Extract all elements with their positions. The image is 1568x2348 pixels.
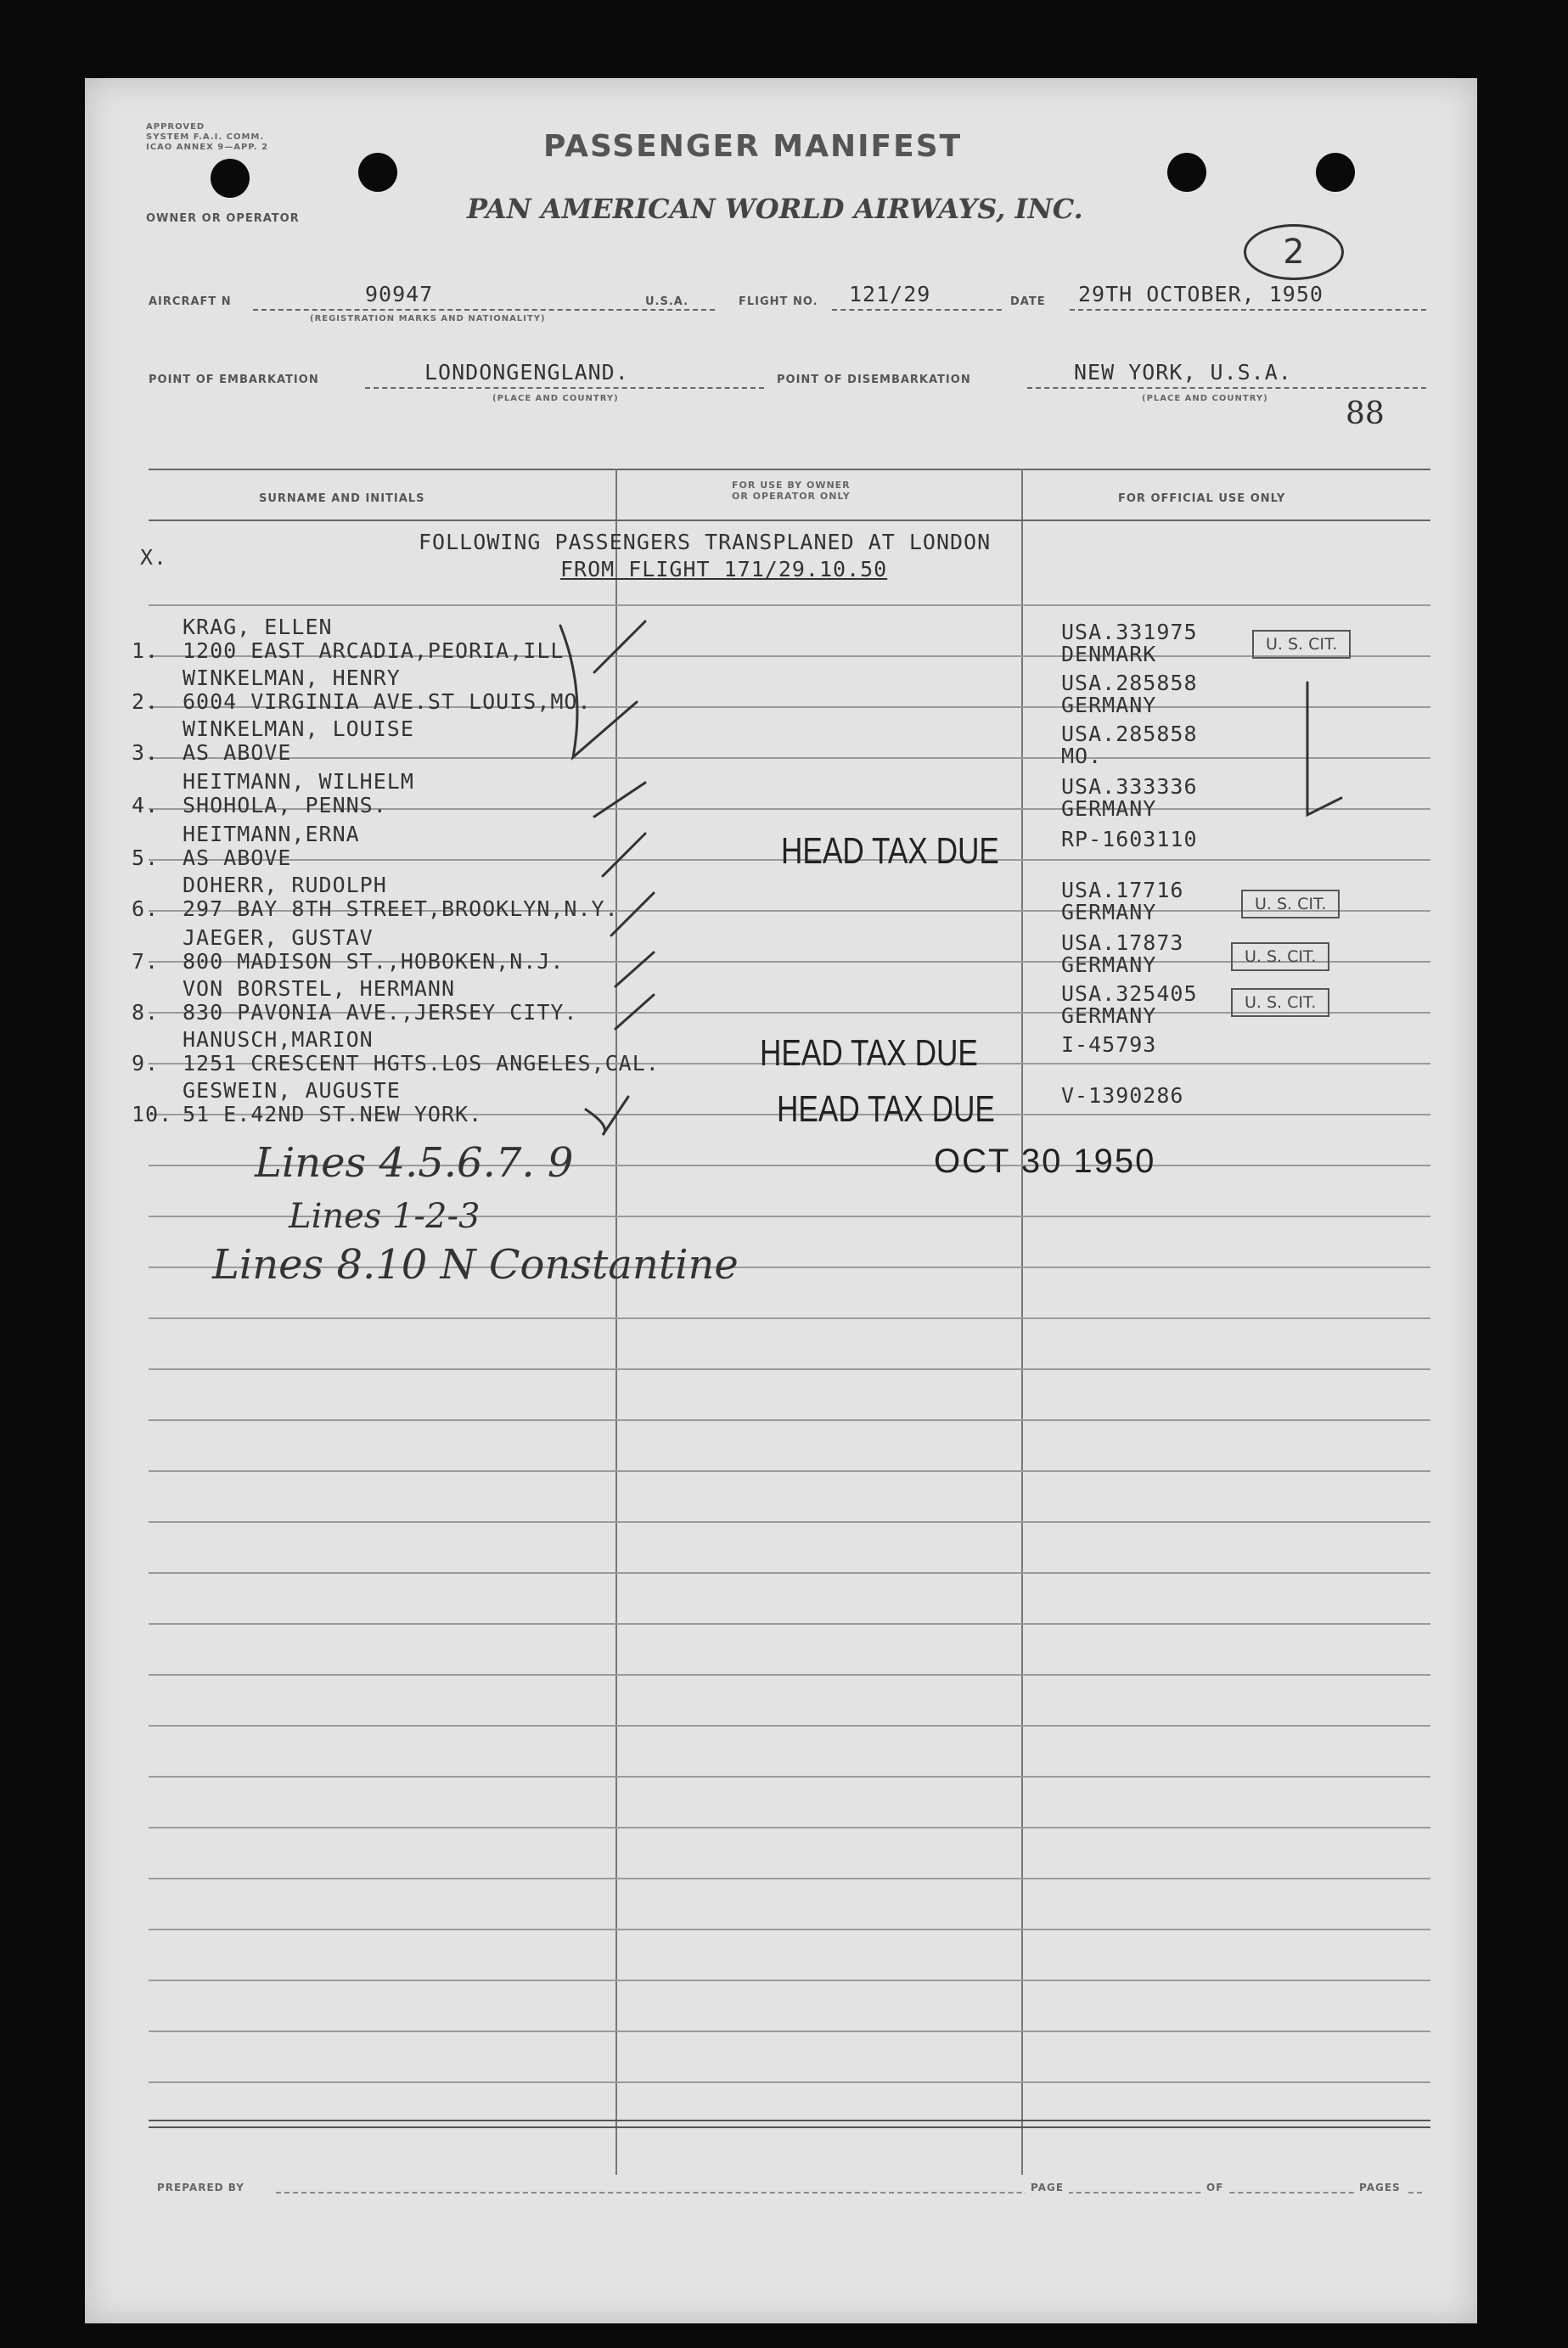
passenger-number: 7. (132, 949, 160, 974)
head-tax-stamp: HEAD TAX DUE (781, 830, 999, 872)
passenger-name: HANUSCH,MARION (183, 1027, 374, 1052)
transfer-note: FOLLOWING PASSENGERS TRANSPLANED AT LONDON (419, 530, 992, 554)
bracket-arrow (1307, 682, 1341, 815)
handwritten-note-2: Lines 1-2-3 (289, 1197, 481, 1236)
head-tax-stamp: HEAD TAX DUE (760, 1032, 978, 1074)
us-citizen-stamp: U. S. CIT. (1231, 942, 1329, 971)
handwritten-note-3: Lines 8.10 N Constantine (212, 1241, 739, 1289)
passenger-number: 5. (132, 845, 160, 870)
passenger-document: USA.325405 (1061, 981, 1198, 1006)
passenger-address: AS ABOVE (183, 740, 292, 765)
footer-rule (276, 2192, 1422, 2194)
page-stamp-number: 88 (1346, 396, 1385, 431)
passenger-name: WINKELMAN, LOUISE (183, 716, 414, 741)
date-value: 29TH OCTOBER, 1950 (1078, 282, 1324, 306)
passenger-name: DOHERR, RUDOLPH (183, 873, 387, 897)
passenger-number: 6. (132, 896, 160, 921)
passenger-address: AS ABOVE (183, 845, 292, 870)
col-header-surname: SURNAME AND INITIALS (259, 492, 425, 505)
of-label: OF (1201, 2182, 1228, 2194)
approval-line: ICAO ANNEX 9—APP. 2 (146, 143, 269, 152)
checkmark-8 (615, 995, 654, 1029)
page-label: PAGE (1026, 2182, 1069, 2194)
passenger-name: HEITMANN, WILHELM (183, 769, 414, 794)
manifest-sheet (85, 78, 1477, 2323)
checkmark-6 (611, 893, 654, 935)
passenger-address: SHOHOLA, PENNS. (183, 793, 387, 817)
passenger-number: 4. (132, 793, 160, 817)
embark-note: (PLACE AND COUNTRY) (492, 394, 619, 403)
footer-rule-2 (149, 2126, 1430, 2128)
usa-label: U.S.A. (645, 295, 689, 308)
approval-line: SYSTEM F.A.I. COMM. (146, 132, 265, 142)
checkmark-10 (586, 1097, 628, 1135)
passenger-document: I-45793 (1061, 1032, 1157, 1057)
sheet-number-circle: 2 (1244, 224, 1344, 280)
passenger-document: USA.285858 (1061, 722, 1198, 746)
col-header-owner-line: FOR USE BY OWNER (732, 480, 851, 491)
passenger-name: WINKELMAN, HENRY (183, 666, 401, 690)
passenger-document: USA.333336 (1061, 774, 1198, 799)
checkmark-5 (603, 834, 645, 876)
note-marker: X. (140, 545, 168, 570)
passenger-document: USA.17873 (1061, 930, 1184, 955)
passenger-address: 1200 EAST ARCADIA,PEORIA,ILL. (183, 638, 578, 663)
passenger-name: VON BORSTEL, HERMANN (183, 976, 456, 1001)
us-citizen-stamp: U. S. CIT. (1252, 630, 1351, 659)
aircraft-label: AIRCRAFT N (149, 295, 232, 308)
passenger-name: KRAG, ELLEN (183, 615, 333, 639)
passenger-number: 9. (132, 1051, 160, 1076)
approval-line: APPROVED (146, 122, 205, 132)
head-tax-stamp: HEAD TAX DUE (777, 1088, 995, 1130)
handwritten-note-1: Lines 4.5.6.7. 9 (255, 1139, 574, 1187)
passenger-number: 10. (132, 1102, 173, 1126)
passenger-nationality: DENMARK (1061, 642, 1157, 666)
passenger-number: 2. (132, 689, 160, 714)
passenger-number: 3. (132, 740, 160, 765)
airline-name: PAN AMERICAN WORLD AIRWAYS, INC. (467, 193, 1083, 225)
passenger-nationality: MO. (1061, 744, 1103, 768)
registration-note: (REGISTRATION MARKS AND NATIONALITY) (310, 314, 546, 323)
disembark-value: NEW YORK, U.S.A. (1074, 360, 1292, 385)
aircraft-value: 90947 (365, 282, 434, 306)
passenger-name: JAEGER, GUSTAV (183, 925, 374, 950)
flight-label: FLIGHT NO. (739, 295, 818, 308)
date-stamp: OCT 30 1950 (934, 1143, 1156, 1180)
passenger-address: 6004 VIRGINIA AVE.ST LOUIS,MO. (183, 689, 592, 714)
passenger-name: HEITMANN,ERNA (183, 822, 360, 846)
date-label: DATE (1010, 295, 1046, 308)
passenger-document: V-1390286 (1061, 1083, 1184, 1108)
passenger-number: 8. (132, 1000, 160, 1025)
passenger-name: GESWEIN, AUGUSTE (183, 1078, 401, 1103)
checkmark-7 (615, 952, 654, 986)
passenger-nationality: GERMANY (1061, 796, 1157, 821)
prepared-by-label: PREPARED BY (157, 2182, 244, 2194)
passenger-nationality: GERMANY (1061, 900, 1157, 924)
transfer-flight-note: FROM FLIGHT 171/29.10.50 (560, 557, 888, 581)
page-title: PASSENGER MANIFEST (543, 129, 963, 164)
passenger-address: 297 BAY 8TH STREET,BROOKLYN,N.Y. (183, 896, 619, 921)
footer-rule-1 (149, 2120, 1430, 2121)
passenger-document: USA.17716 (1061, 878, 1184, 902)
pages-label: PAGES (1354, 2182, 1406, 2194)
passenger-document: USA.331975 (1061, 620, 1198, 644)
owner-label: OWNER OR OPERATOR (146, 212, 300, 225)
passenger-address: 800 MADISON ST.,HOBOKEN,N.J. (183, 949, 565, 974)
col-header-official: FOR OFFICIAL USE ONLY (1118, 492, 1286, 505)
checkmark-4 (594, 783, 645, 817)
embark-value: LONDONGENGLAND. (424, 360, 629, 385)
passenger-address: 51 E.42ND ST.NEW YORK. (183, 1102, 483, 1126)
passenger-nationality: GERMANY (1061, 952, 1157, 977)
passenger-nationality: GERMANY (1061, 693, 1157, 717)
checkmark-stroke (594, 621, 645, 672)
disembark-label: POINT OF DISEMBARKATION (777, 374, 971, 386)
flight-value: 121/29 (849, 282, 931, 306)
passenger-address: 1251 CRESCENT HGTS.LOS ANGELES,CAL. (183, 1051, 660, 1076)
passenger-number: 1. (132, 638, 160, 663)
col-header-owner-line: OR OPERATOR ONLY (732, 491, 851, 502)
passenger-document: RP-1603110 (1061, 827, 1198, 851)
us-citizen-stamp: U. S. CIT. (1241, 890, 1340, 918)
passenger-nationality: GERMANY (1061, 1003, 1157, 1028)
checkmark-1-3 (560, 626, 637, 757)
disembark-note: (PLACE AND COUNTRY) (1142, 394, 1268, 403)
embark-label: POINT OF EMBARKATION (149, 374, 319, 386)
passenger-address: 830 PAVONIA AVE.,JERSEY CITY. (183, 1000, 578, 1025)
us-citizen-stamp: U. S. CIT. (1231, 988, 1329, 1017)
passenger-document: USA.285858 (1061, 671, 1198, 695)
